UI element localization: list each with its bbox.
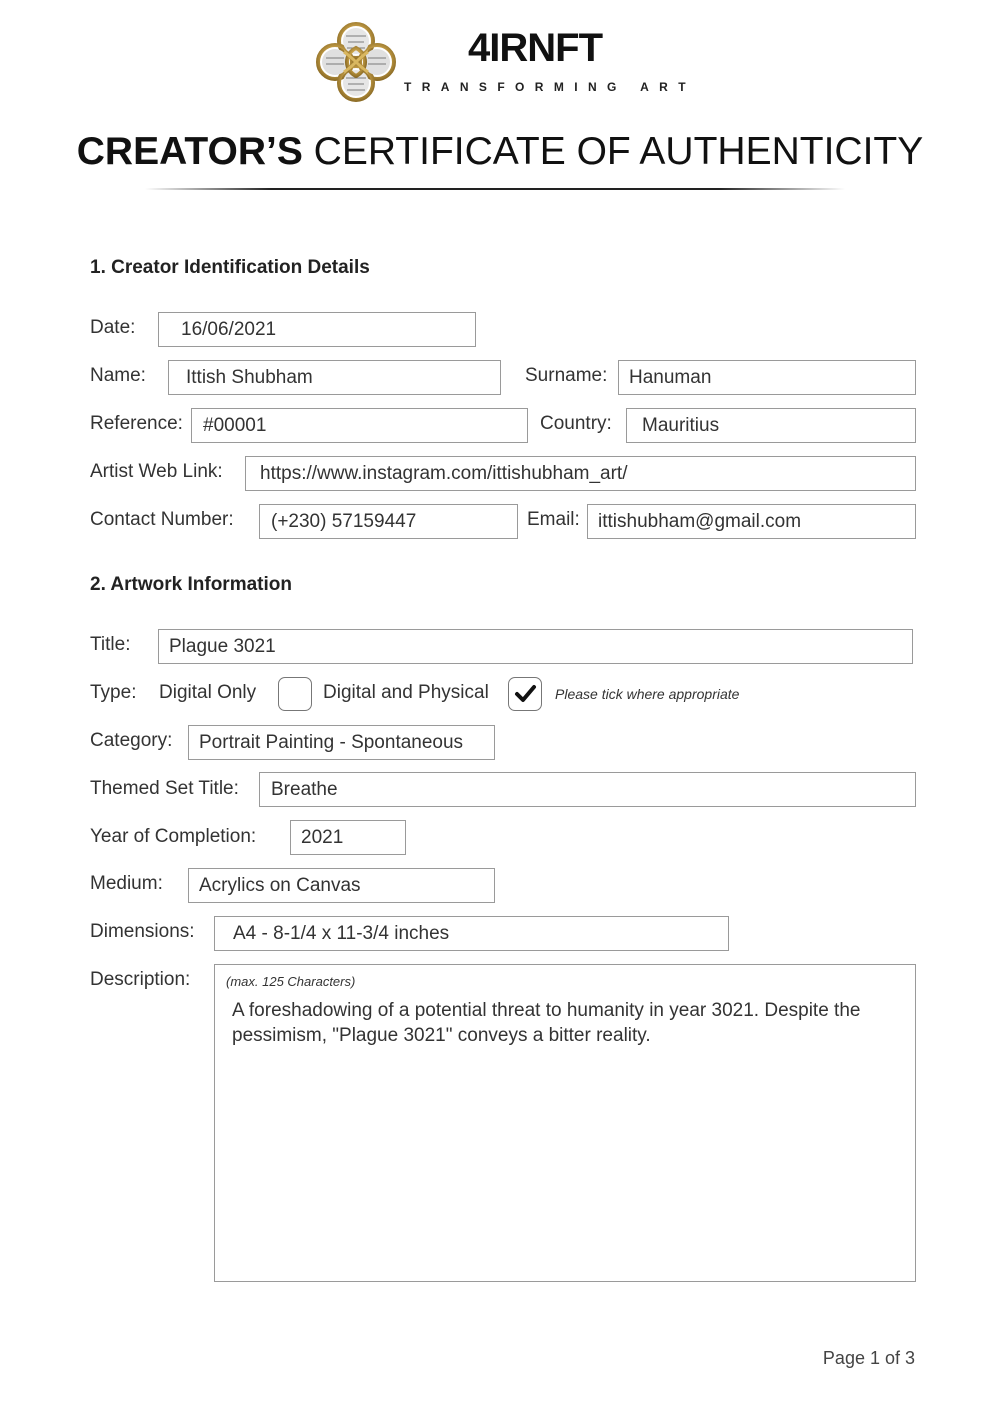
email-label: Email: — [527, 509, 580, 530]
section-heading-creator: 1. Creator Identification Details — [90, 257, 370, 278]
type-hint: Please tick where appropriate — [555, 686, 740, 702]
page-number: Page 1 of 3 — [822, 1348, 915, 1368]
country-field[interactable]: Mauritius — [626, 408, 916, 443]
weblink-label: Artist Web Link: — [90, 461, 223, 482]
description-text: A foreshadowing of a potential threat to humanity in year 3021. Despite the pessimism, "Plague 3021" conveys a bitter reality. — [232, 1000, 861, 1046]
date-label: Date: — [90, 317, 136, 338]
name-field[interactable]: Ittish Shubham — [168, 360, 501, 395]
contact-field[interactable]: (+230) 57159447 — [259, 504, 518, 539]
section-heading-artwork: 2. Artwork Information — [90, 574, 292, 595]
artwork-title-label: Title: — [90, 634, 131, 655]
country-label: Country: — [540, 413, 612, 434]
themed-set-label: Themed Set Title: — [90, 778, 239, 799]
medium-label: Medium: — [90, 873, 163, 894]
reference-field[interactable]: #00001 — [191, 408, 528, 443]
page-title-regular: CERTIFICATE OF AUTHENTICITY — [302, 130, 924, 173]
weblink-field[interactable]: https://www.instagram.com/ittishubham_art/ — [245, 456, 916, 491]
brand-name: 4IRNFT — [468, 26, 602, 70]
medium-field[interactable]: Acrylics on Canvas — [188, 868, 495, 903]
date-field[interactable]: 16/06/2021 — [158, 312, 476, 347]
description-label: Description: — [90, 969, 191, 990]
checkmark-icon — [509, 678, 541, 710]
dimensions-label: Dimensions: — [90, 921, 195, 942]
themed-set-field[interactable]: Breathe — [259, 772, 916, 807]
type-digital-only-label: Digital Only — [159, 682, 257, 703]
name-label: Name: — [90, 365, 146, 386]
title-divider — [145, 188, 845, 190]
description-limit: (max. 125 Characters) — [226, 974, 356, 989]
type-digital-physical-label: Digital and Physical — [323, 682, 489, 703]
brand-logo-icon — [316, 22, 396, 102]
year-field[interactable]: 2021 — [290, 820, 406, 855]
category-field[interactable]: Portrait Painting - Spontaneous — [188, 725, 495, 760]
category-label: Category: — [90, 730, 173, 751]
contact-label: Contact Number: — [90, 509, 234, 530]
brand-tagline: TRANSFORMING ART — [404, 80, 696, 94]
dimensions-field[interactable]: A4 - 8-1/4 x 11-3/4 inches — [214, 916, 729, 951]
year-label: Year of Completion: — [90, 826, 257, 847]
page-title — [0, 130, 1000, 174]
email-field[interactable]: ittishubham@gmail.com — [587, 504, 916, 539]
artwork-title-field[interactable]: Plague 3021 — [158, 629, 913, 664]
surname-field[interactable]: Hanuman — [618, 360, 916, 395]
page-title-bold: CREATOR’S — [76, 130, 303, 173]
description-field[interactable] — [214, 964, 916, 1282]
surname-label: Surname: — [525, 365, 608, 386]
type-digital-physical-checkbox[interactable] — [508, 677, 542, 711]
type-label: Type: — [90, 682, 137, 703]
type-digital-only-checkbox[interactable] — [278, 677, 312, 711]
reference-label: Reference: — [90, 413, 183, 434]
